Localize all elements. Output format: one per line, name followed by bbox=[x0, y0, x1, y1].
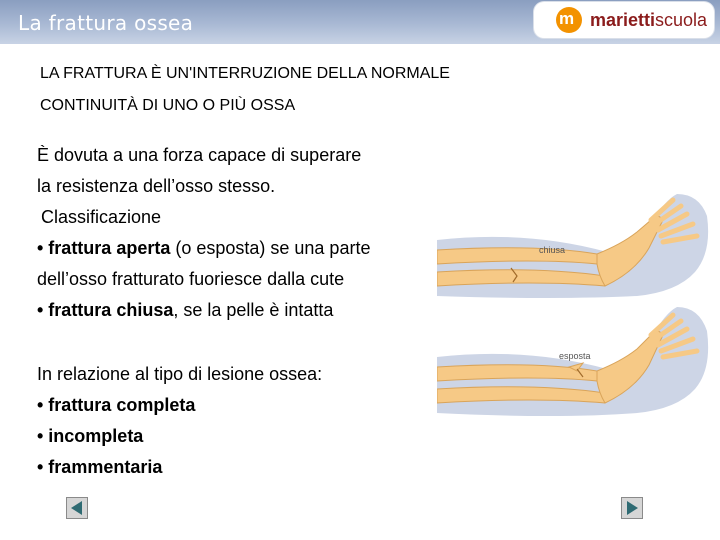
open-fracture-illustration bbox=[437, 305, 712, 427]
closed-fracture-line: • frattura chiusa, se la pelle è intatta bbox=[37, 300, 334, 320]
lesion-intro: In relazione al tipo di lesione ossea: bbox=[37, 364, 323, 384]
open-fracture-line: • frattura aperta (o esposta) se una parte bbox=[37, 238, 371, 258]
intro-line-1: È dovuta a una forza capace di superare bbox=[37, 145, 362, 165]
logo-wordmark: mariettiscuola bbox=[590, 10, 708, 30]
open-label: esposta bbox=[559, 351, 591, 361]
heading-line-2: CONTINUITÀ DI UNO O PIÙ OSSA bbox=[40, 97, 296, 114]
type-complete: • frattura completa bbox=[37, 395, 196, 415]
triangle-right-icon bbox=[622, 498, 642, 518]
slide-title: La frattura ossea bbox=[18, 11, 194, 35]
heading-line-1: LA FRATTURA È UN'INTERRUZIONE DELLA NORMALE bbox=[40, 65, 450, 82]
marietti-scuola-logo bbox=[534, 2, 714, 38]
intro-line-2: la resistenza dell’osso stesso. bbox=[37, 176, 276, 196]
open-fracture-line-2: dell’osso fratturato fuoriesce dalla cute bbox=[37, 269, 345, 289]
title-bar bbox=[0, 0, 720, 44]
closed-label: chiusa bbox=[539, 245, 566, 255]
type-incomplete: • incompleta bbox=[37, 426, 144, 446]
triangle-left-icon bbox=[67, 498, 87, 518]
closed-fracture-term: • frattura chiusa bbox=[37, 300, 174, 320]
logo-mark-icon: m bbox=[556, 7, 582, 33]
previous-slide-button[interactable] bbox=[66, 497, 88, 519]
type-fragmented: • frammentaria bbox=[37, 457, 163, 477]
closed-fracture-illustration bbox=[437, 192, 712, 310]
open-fracture-term: • frattura aperta bbox=[37, 238, 171, 258]
next-slide-button[interactable] bbox=[621, 497, 643, 519]
classification-title: Classificazione bbox=[41, 207, 162, 227]
